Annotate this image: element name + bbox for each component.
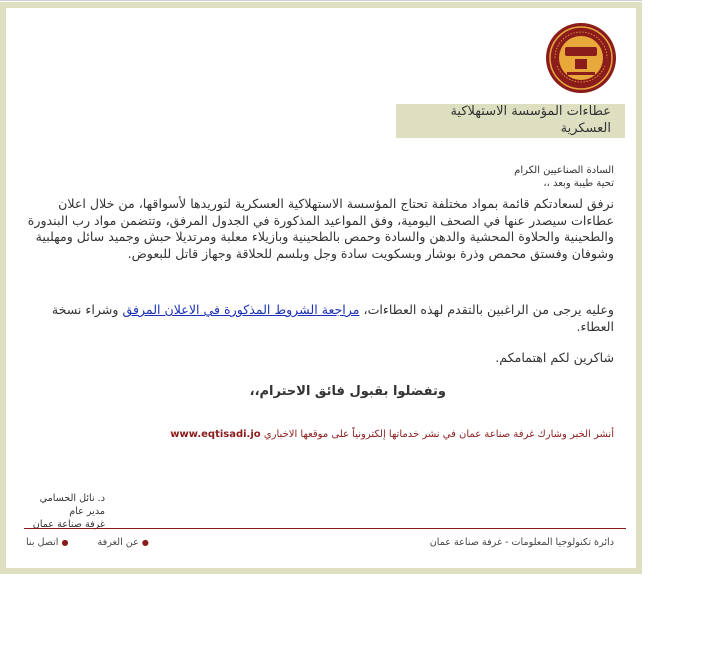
logo-script-mark [565, 47, 597, 56]
terms-link[interactable]: مراجعة الشروط المذكورة في الاعلان المرفق [122, 302, 360, 317]
signature-role: مدير عام [69, 506, 105, 517]
email-frame [0, 2, 642, 574]
top-rule [0, 0, 642, 1]
news-site-link[interactable]: www.eqtisadi.jo [170, 429, 261, 440]
share-text: أنشر الخبر وشارك غرفة صناعة عمان في نشر خدماتها إلكترونياً على موقعها الاخباري [263, 429, 614, 440]
greeting-block [514, 164, 614, 190]
logo-emblem [575, 59, 587, 69]
notice-suffix: وشراء نسخة العطاء. [51, 302, 614, 334]
bullet-icon: ● [141, 538, 149, 547]
greeting: السادة الصناعيين الكرام [514, 165, 614, 176]
footer-link-contact-label: اتصل بنا [26, 537, 59, 548]
footer-link-contact[interactable] [26, 537, 68, 548]
signature-name: د. نائل الحسامي [39, 493, 105, 504]
page-title: عطاءات المؤسسة الاستهلاكية العسكرية [450, 104, 611, 136]
email-page [6, 8, 636, 568]
chamber-logo [545, 22, 617, 94]
thanks-line: شاكرين لكم اهتمامكم. [495, 350, 614, 365]
notice-prefix: وعليه يرجى من الراغبين بالتقدم لهذه العطاءات، [359, 302, 614, 317]
footer-link-about-label: عن الغرفة [97, 537, 139, 548]
title-band [396, 104, 625, 138]
signature-block [33, 492, 105, 531]
bullet-icon: ● [61, 538, 69, 547]
letter-body: نرفق لسعادتكم قائمة بمواد مختلفة تحتاج المؤسسة الاستهلاكية العسكرية لتوريدها لأسواقها، من خلال اعلان عطاءات سيصدر عنها في الصحف اليومية، وفق المواعيد المذكورة في الجدول المرفق، وتتضمن مواد رب البندورة والطحينية والحلاوة المحشية والدهن والسادة وحمص بالطحينية وبازيلاء معلبة ومرتديلا حبش وجميد سائل ومهلبية وشوفان وفستق محمص وذرة بوشار وبسكويت سادة وجل وبلسم للحلاقة وجهاز قاتل للبعوض. [27, 196, 614, 261]
footer-link-about[interactable] [98, 537, 149, 548]
salutation: تحية طيبة وبعد ،، [543, 178, 614, 189]
footer-department: دائرة تكنولوجيا المعلومات - غرفة صناعة عمان [429, 537, 614, 548]
notice-paragraph [22, 302, 614, 335]
signature-org: غرفة صناعة عمان [32, 519, 105, 530]
share-line [170, 428, 614, 442]
logo-underline [567, 72, 595, 75]
closing-line: وتفضلوا بقبول فائق الاحترام،، [249, 384, 446, 399]
footer-links [26, 537, 149, 548]
footer-divider [24, 528, 626, 529]
